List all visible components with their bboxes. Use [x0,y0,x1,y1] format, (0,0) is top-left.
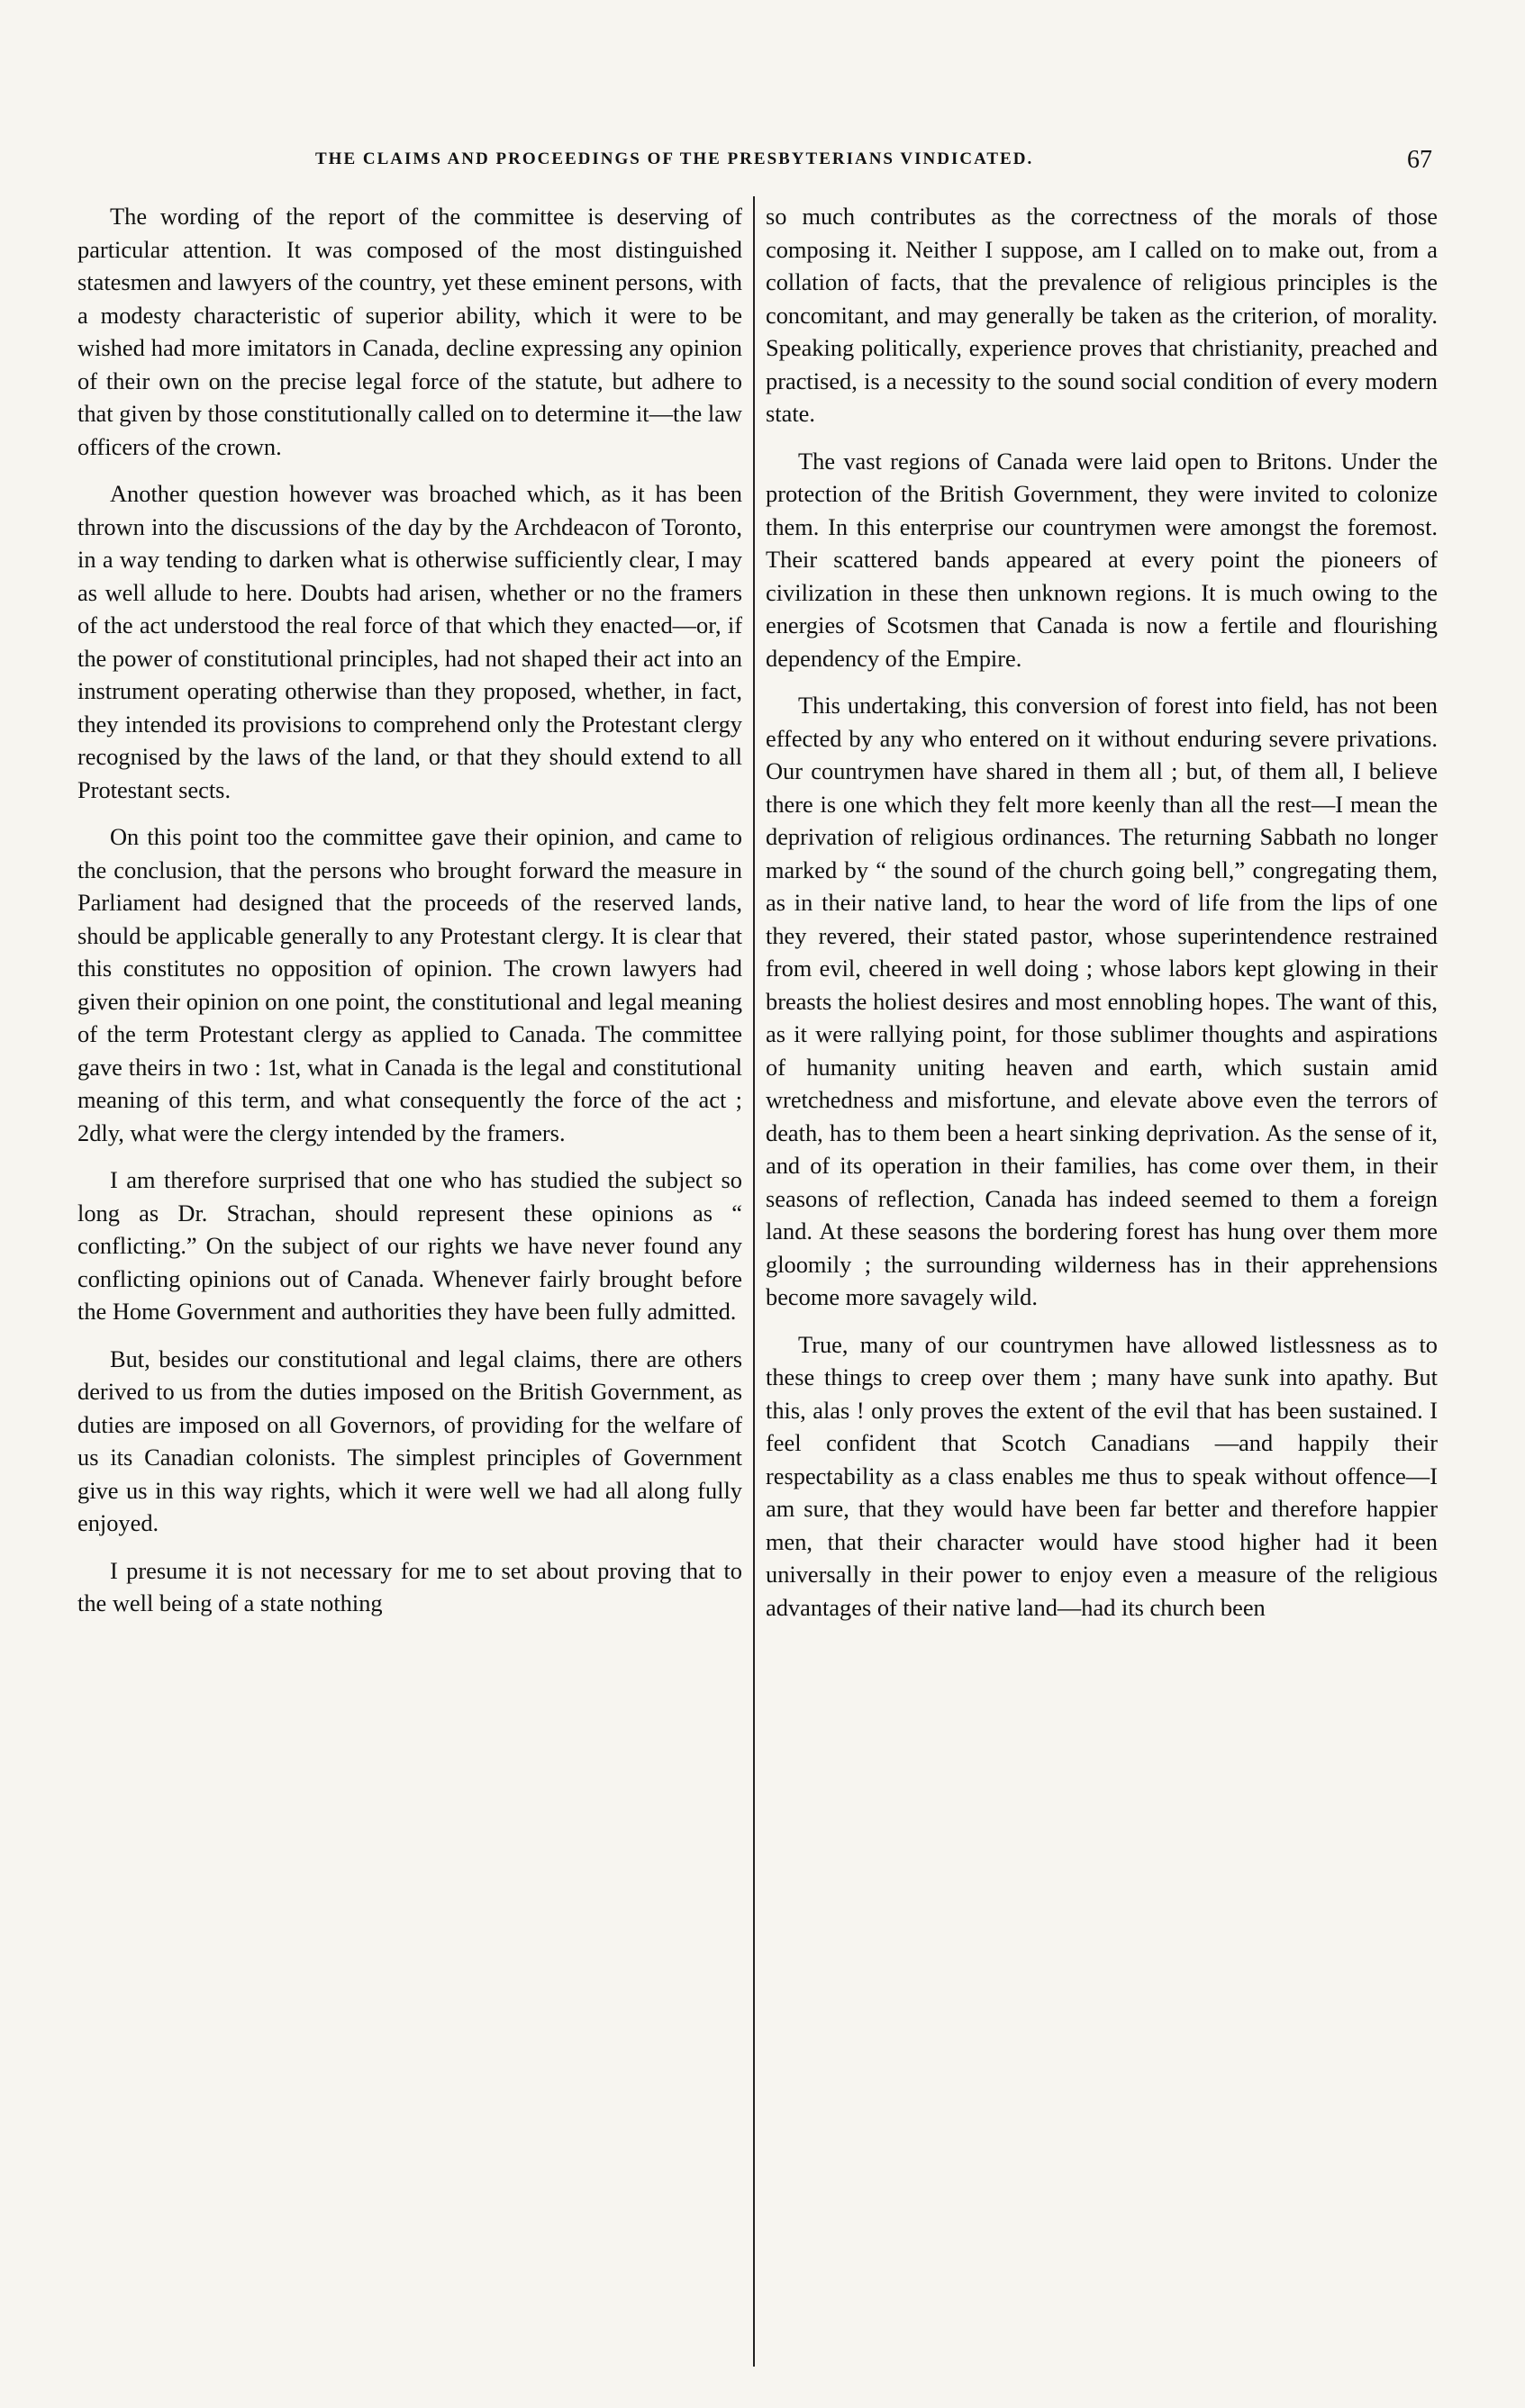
running-head: THE CLAIMS AND PROCEEDINGS OF THE PRESBYTERIANS VINDICATED. [315,149,1034,168]
paragraph: I presume it is not necessary for me to set about proving that to the well being of a state nothing [77,1556,742,1616]
paragraph: This undertaking, this conversion of forest into field, has not been effected by any who entered on it without enduring severe privations. Our countrymen have shared in them all ; but, of them all, I believe there is one which they felt more keenly than all the rest—I mean the deprivation of religious ordinances. The returning Sabbath no longer marked by “ the sound of the church going bell,” congregating them, as in their native land, to hear the word of life from the lips of one they revered, their stated pastor, whose superintendence restrained from evil, cheered in well doing ; whose labors kept glowing in their breasts the holiest desires and most ennobling hopes. The want of this, as it were rallying point, for those sublimer thoughts and aspirations of humanity uniting heaven and earth, which sustain amid wretchedness and misfortune, and elevate above even the terrors of death, has to them been a heart sinking deprivation. As the sense of it, and of its operation in their families, has come over them, in their seasons of reflection, Canada has indeed seemed to them a foreign land. At these seasons the bordering forest has hung over them more gloomily ; the surrounding wilderness has in their apprehensions become more savagely wild. [766,692,1438,1310]
paragraph: On this point too the committee gave their opinion, and came to the conclusion, that the persons who brought forward the measure in Parliament had designed that the proceeds of the reserved lands, should be applicable generally to any Protestant clergy. It is clear that this constitutes no opposition of opinion. The crown lawyers had given their opinion on one point, the constitutional and legal meaning of the term Protestant clergy as applied to Canada. The committee gave theirs in two : 1st, what in Canada is the legal and constitutional meaning of this term, and what consequently the force of the act ; 2dly, what were the clergy intended by the framers. [77,823,742,1146]
paragraph: True, many of our countrymen have allowed listlessness as to these things to creep over them ; many have sunk into apathy. But this, alas ! only proves the extent of the evil that has been sustained. I feel confident that Scotch Canadians —and happily their respectability as a class enables me thus to speak without offence—I am sure, that they would have been far better and therefore happier men, that their character would have stood higher had it been universally in their power to enjoy even a measure of the religious advantages of their native land—had its church been [766,1330,1438,1621]
paragraph: But, besides our constitutional and legal claims, there are others derived to us from the duties imposed on the British Government, as duties are imposed on all Governors, of providing for the welfare of us its Canadian colonists. The simplest principles of Government give us in this way rights, which it were well we had all along fully enjoyed. [77,1344,742,1536]
paragraph: Another question however was broached which, as it has been thrown into the discussions of the day by the Archdeacon of Toronto, in a way tending to darken what is otherwise sufficiently clear, I may as well allude to here. Doubts had arisen, whether or no the framers of the act understood the real force of that which they enacted—or, if the power of constitutional principles, had not shaped their act into an instrument operating otherwise than they proposed, whether, in fact, they intended its provisions to comprehend only the Protestant clergy recognised by the laws of the land, or that they should extend to all Protestant sects. [77,480,742,803]
column-rule [753,196,755,2367]
paragraph: The wording of the report of the committee is deserving of particular attention. It was composed of the most distinguished statesmen and lawyers of the country, yet these eminent persons, with a modesty characteristic of superior ability, which it were to be wished had more imitators in Canada, decline expressing any opinion of their own on the precise legal force of the statute, but adhere to that given by those constitutionally called on to determine it—the law officers of the crown. [77,203,742,460]
page-number: 67 [1407,146,1432,174]
page-header [108,146,1432,186]
left-column [77,200,742,2361]
paragraph: I am therefore surprised that one who has studied the subject so long as Dr. Strachan, should represent these opinions as “ conflicting.” On the subject of our rights we have never found any conflicting opinions out of Canada. Whenever fairly brought before the Home Government and authorities they have been fully admitted. [77,1166,742,1325]
paragraph: The vast regions of Canada were laid open to Britons. Under the protection of the British Government, they were invited to colonize them. In this enterprise our countrymen were amongst the foremost. Their scattered bands appeared at every point the pioneers of civilization in these then unknown regions. It is much owing to the energies of Scotsmen that Canada is now a fertile and flourishing dependency of the Empire. [766,447,1438,672]
right-column [766,200,1438,2361]
paragraph: so much contributes as the correctness of the morals of those composing it. Neither I suppose, am I called on to make out, from a collation of facts, that the prevalence of religious principles is the concomitant, and may generally be taken as the criterion, of morality. Speaking politically, experience proves that christianity, preached and practised, is a necessity to the sound social condition of every modern state. [766,203,1438,427]
